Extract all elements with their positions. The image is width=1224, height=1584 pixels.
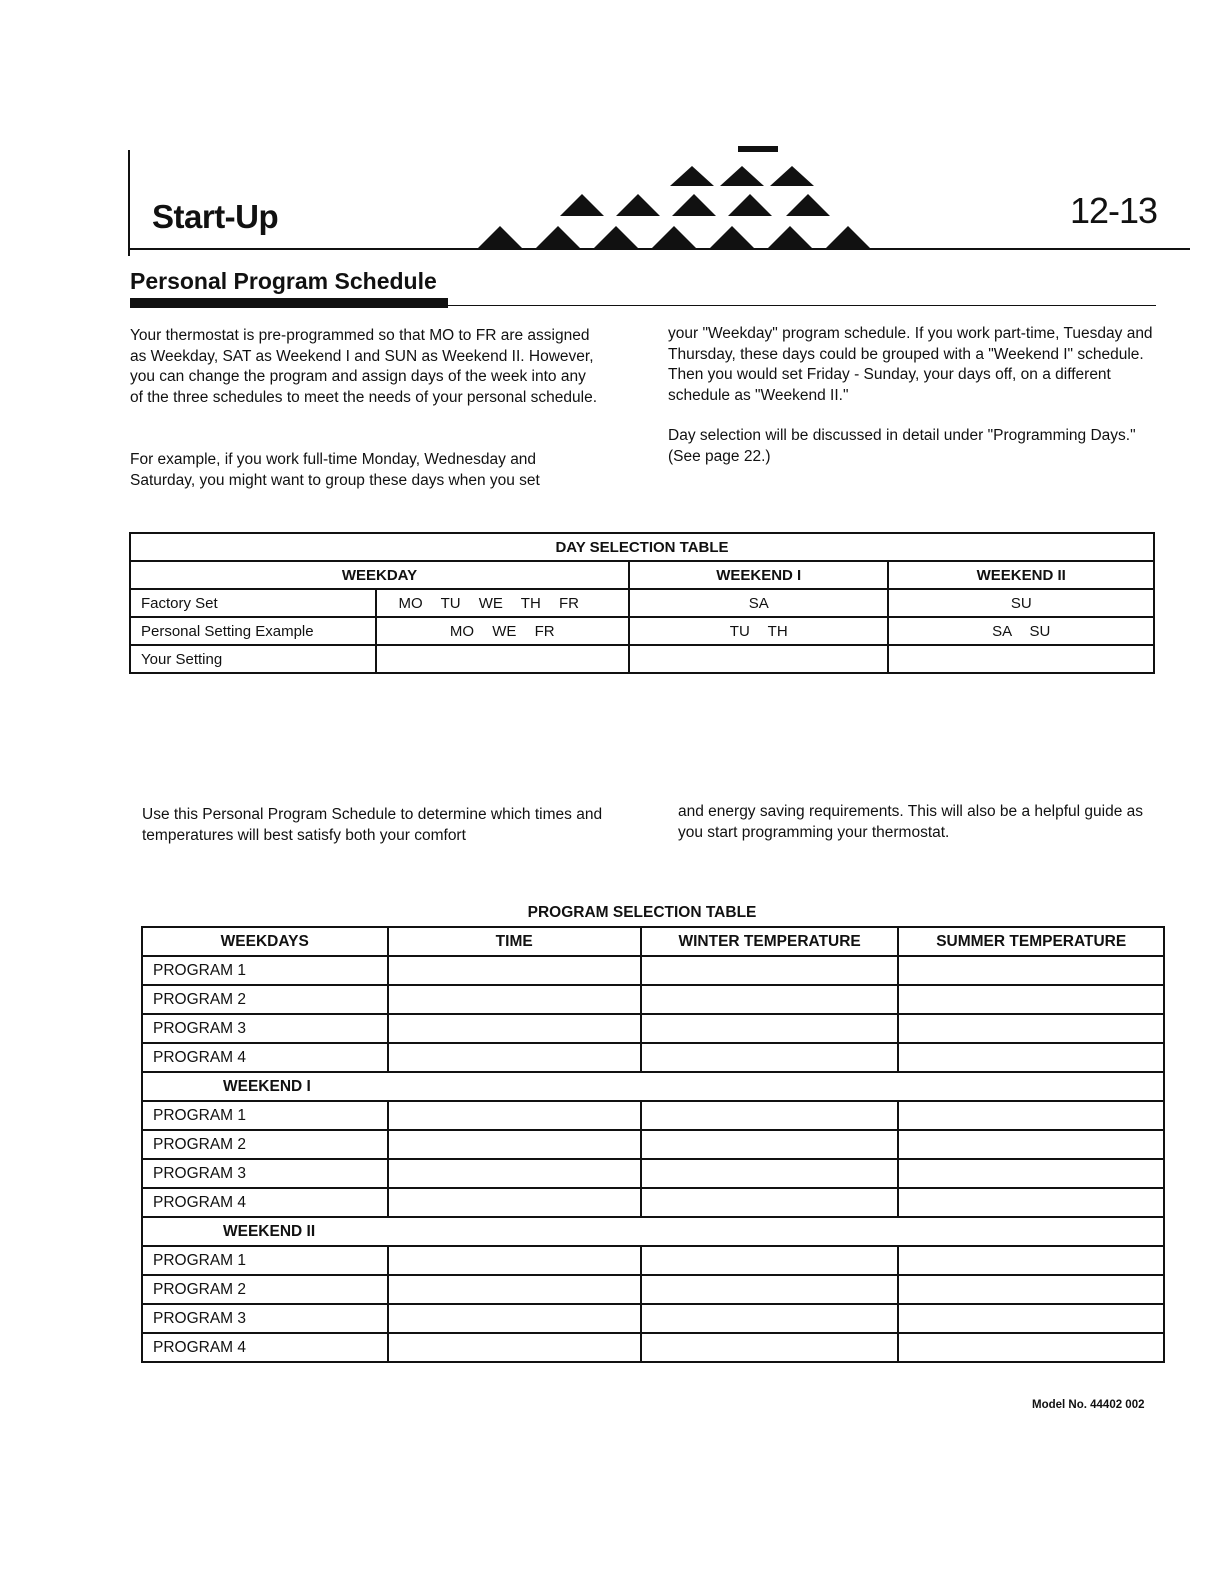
program-label: PROGRAM 4 [142,1333,388,1362]
table-row [142,1246,1164,1275]
program-label: PROGRAM 1 [142,956,388,985]
time-cell[interactable] [388,1101,641,1130]
winter-cell[interactable] [641,1333,899,1362]
time-cell[interactable] [388,1159,641,1188]
your-weekend2-cell[interactable] [888,645,1154,673]
header-vertical-rule [128,150,130,256]
time-cell[interactable] [388,956,641,985]
group-row [142,1072,1164,1101]
winter-cell[interactable] [641,1188,899,1217]
weekend1-days: SA [629,589,889,617]
group-weekend2: WEEKEND II [142,1217,1164,1246]
winter-cell[interactable] [641,985,899,1014]
your-weekend1-cell[interactable] [629,645,889,673]
summer-cell[interactable] [898,1246,1164,1275]
sub-title-bar [130,298,448,308]
summer-cell[interactable] [898,1304,1164,1333]
triangles-logo-icon [470,140,890,252]
program-label: PROGRAM 4 [142,1043,388,1072]
header-weekdays: WEEKDAYS [142,927,388,956]
intro-paragraph-1: Your thermostat is pre-programmed so that MO to FR are assigned as Weekday, SAT as Weekend I and SUN as Weekend II. However, you can change the program and assign days of the week into any of the three schedules to meet the needs of your personal schedule. [130,327,598,406]
table-row [142,1188,1164,1217]
time-cell[interactable] [388,1043,641,1072]
intro-paragraph-3: your "Weekday" program schedule. If you work part-time, Tuesday and Thursday, these days could be grouped with a "Weekend I" schedule. Then you would set Friday - Sunday, your days off, on a different schedule as "Weekend II." [668,325,1153,404]
winter-cell[interactable] [641,1130,899,1159]
your-weekday-cell[interactable] [376,645,629,673]
summer-cell[interactable] [898,956,1164,985]
time-cell[interactable] [388,1275,641,1304]
program-label: PROGRAM 2 [142,985,388,1014]
time-cell[interactable] [388,1188,641,1217]
winter-cell[interactable] [641,1043,899,1072]
table-row [142,1101,1164,1130]
program-label: PROGRAM 3 [142,1014,388,1043]
time-cell[interactable] [388,1130,641,1159]
header-time: TIME [388,927,641,956]
table-row [142,1333,1164,1362]
table-row [142,1304,1164,1333]
table-row [142,1014,1164,1043]
weekday-days: MO TU WE TH FR [376,589,629,617]
winter-cell[interactable] [641,1246,899,1275]
day-selection-table [129,532,1155,674]
weekend2-days: SU [888,589,1154,617]
group-row [142,1217,1164,1246]
table-row [130,589,1154,617]
summer-cell[interactable] [898,1043,1164,1072]
winter-cell[interactable] [641,956,899,985]
row-label: Personal Setting Example [130,617,376,645]
sub-title-rule [130,305,1156,306]
summer-cell[interactable] [898,1101,1164,1130]
table-row [142,1130,1164,1159]
summer-cell[interactable] [898,1159,1164,1188]
summer-cell[interactable] [898,1130,1164,1159]
table-row [130,617,1154,645]
program-label: PROGRAM 1 [142,1101,388,1130]
winter-cell[interactable] [641,1101,899,1130]
weekend1-days: TU TH [629,617,889,645]
table-row [142,956,1164,985]
table-header-row [142,927,1164,956]
table-row [130,645,1154,673]
program-label: PROGRAM 4 [142,1188,388,1217]
section-title: Start-Up [152,198,279,235]
col-weekend1-header: WEEKEND I [629,561,889,589]
winter-cell[interactable] [641,1275,899,1304]
day-table-title: DAY SELECTION TABLE [130,533,1154,561]
program-selection-table [141,926,1165,1363]
sub-title: Personal Program Schedule [130,268,437,294]
program-label: PROGRAM 1 [142,1246,388,1275]
time-cell[interactable] [388,1014,641,1043]
winter-cell[interactable] [641,1304,899,1333]
col-weekday-header: WEEKDAY [130,561,629,589]
winter-cell[interactable] [641,1014,899,1043]
winter-cell[interactable] [641,1159,899,1188]
program-table-title: PROGRAM SELECTION TABLE [527,904,757,921]
program-label: PROGRAM 2 [142,1130,388,1159]
model-number: Model No. 44402 002 [1032,1399,1145,1411]
time-cell[interactable] [388,1304,641,1333]
time-cell[interactable] [388,1246,641,1275]
header-winter-temp: WINTER TEMPERATURE [641,927,899,956]
summer-cell[interactable] [898,1188,1164,1217]
weekday-days: MO WE FR [376,617,629,645]
summer-cell[interactable] [898,1014,1164,1043]
summer-cell[interactable] [898,1333,1164,1362]
intro-paragraph-4: Day selection will be discussed in detail under "Programming Days." (See page 22.) [668,427,1136,465]
usage-paragraph-right: and energy saving requirements. This will also be a helpful guide as you start programming your thermostat. [678,803,1143,841]
table-row [142,1159,1164,1188]
group-weekend1: WEEKEND I [142,1072,1164,1101]
table-row [142,1275,1164,1304]
header-summer-temp: SUMMER TEMPERATURE [898,927,1164,956]
table-row [130,561,1154,589]
row-label: Factory Set [130,589,376,617]
time-cell[interactable] [388,985,641,1014]
table-row [130,533,1154,561]
program-label: PROGRAM 3 [142,1159,388,1188]
summer-cell[interactable] [898,1275,1164,1304]
col-weekend2-header: WEEKEND II [888,561,1154,589]
time-cell[interactable] [388,1333,641,1362]
table-row [142,985,1164,1014]
page-number: 12-13 [1070,190,1158,231]
table-row [142,1043,1164,1072]
row-label: Your Setting [130,645,376,673]
usage-paragraph-left: Use this Personal Program Schedule to determine which times and temperatures will best satisfy both your comfort [142,806,603,844]
program-label: PROGRAM 2 [142,1275,388,1304]
intro-paragraph-2: For example, if you work full-time Monday, Wednesday and Saturday, you might want to group these days when you set [130,451,540,489]
program-label: PROGRAM 3 [142,1304,388,1333]
weekend2-days: SA SU [888,617,1154,645]
summer-cell[interactable] [898,985,1164,1014]
